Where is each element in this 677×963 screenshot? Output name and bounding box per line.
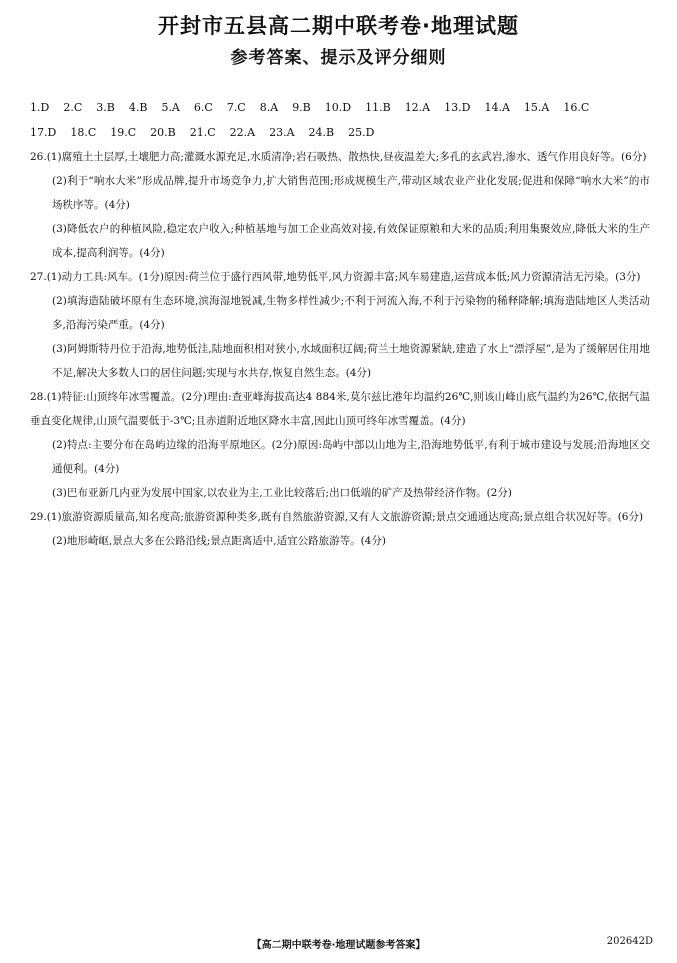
question-part <box>30 145 650 169</box>
question-part <box>30 505 650 529</box>
answer-text: (1)旅游资源质量高,知名度高;旅游资源种类多,既有自然旅游资源,又有人文旅游资源;景点交通通达度高;景点组合状况好等。(6分) <box>46 511 644 523</box>
answer-item: 18.C <box>70 126 97 139</box>
answer-text: (3)降低农户的种植风险,稳定农户收入;种植基地与加工企业高效对接,有效保证原粮和大米的品质;利用集聚效应,降低大米的生产成本,提高利润等。(4分) <box>52 223 650 259</box>
answer-item: 1.D <box>30 101 50 114</box>
question-part <box>30 385 650 433</box>
answer-item: 6.C <box>193 101 213 114</box>
answer-item: 12.A <box>404 101 431 114</box>
answer-item: 22.A <box>229 126 256 139</box>
question-part <box>30 433 650 481</box>
answer-item: 15.A <box>523 101 550 114</box>
answer-text: (1)特征:山顶终年冰雪覆盖。(2分)理由:查亚峰海拔高达4 884米,莫尔兹比港年均温约26℃,则该山峰山底气温约为26℃,依据气温垂直变化规律,山顶气温要低于-3℃;且赤道附近地区降水丰富,因此山顶可终年冰雪覆盖。(4分) <box>30 391 650 427</box>
page-footer <box>0 936 677 952</box>
question-part <box>30 169 650 217</box>
answer-item: 8.A <box>259 101 279 114</box>
answer-text: (1)动力工具:风车。(1分)原因:荷兰位于盛行西风带,地势低平,风力资源丰富;风车易建造,运营成本低;风力资源清洁无污染。(3分) <box>46 271 641 283</box>
question-part <box>30 289 650 337</box>
question-number: 26. <box>30 151 47 163</box>
answer-item: 13.D <box>444 101 471 114</box>
answer-item: 9.B <box>292 101 311 114</box>
question-part <box>30 337 650 385</box>
free-response-answers <box>30 145 650 553</box>
answer-item: 4.B <box>128 101 148 114</box>
answer-item: 19.C <box>110 126 137 139</box>
answer-text: (1)腐殖土土层厚,土壤肥力高;灌溉水源充足,水质清净;岩石吸热、散热快,昼夜温差大;多孔的玄武岩,渗水、透气作用良好等。(6分) <box>46 151 647 163</box>
answer-item: 21.C <box>189 126 216 139</box>
answer-text: (2)利于“响水大米”形成品牌,提升市场竞争力,扩大销售范围;形成规模生产,带动区域农业产业化发展;促进和保障“响水大米”的市场秩序等。(4分) <box>52 175 650 211</box>
question-number: 28. <box>30 391 47 403</box>
question-part <box>30 217 650 265</box>
question-number: 27. <box>30 271 47 283</box>
answer-item: 17.D <box>30 126 57 139</box>
answer-item: 11.B <box>365 101 391 114</box>
page-title: 开封市五县高二期中联考卷·地理试题 <box>158 14 519 38</box>
question-number: 29. <box>30 511 47 523</box>
footer-title: 【高二期中联考卷·地理试题参考答案】 <box>251 940 426 951</box>
answer-item: 3.B <box>96 101 115 114</box>
answer-item: 23.A <box>269 126 295 139</box>
answers-row-1 <box>30 95 650 120</box>
question-part <box>30 529 650 553</box>
answer-item: 24.B <box>308 126 335 139</box>
answer-item: 16.C <box>563 101 590 114</box>
question-part <box>30 265 650 289</box>
answer-item: 20.B <box>150 126 176 139</box>
answer-text: (3)巴布亚新几内亚为发展中国家,以农业为主,工业比较落后;出口低端的矿产及热带经济作物。(2分) <box>52 487 512 499</box>
answer-item: 2.C <box>63 101 83 114</box>
answer-item: 7.C <box>226 101 246 114</box>
answer-item: 25.D <box>348 126 375 139</box>
footer-code: 202642D <box>606 936 653 947</box>
question-part <box>30 481 650 505</box>
answers-row-2 <box>30 120 650 145</box>
multiple-choice-answers <box>30 95 650 145</box>
answer-text: (2)填海造陆破坏原有生态环境,滨海湿地锐减,生物多样性减少;不利于河流入海,不利于污染物的稀释降解;填海造陆地区人类活动多,沿海污染严重。(4分) <box>52 295 650 331</box>
answer-text: (2)地形崎岖,景点大多在公路沿线;景点距离适中,适宜公路旅游等。(4分) <box>52 535 386 547</box>
answer-item: 14.A <box>484 101 510 114</box>
answer-text: (3)阿姆斯特丹位于沿海,地势低洼,陆地面积相对狭小,水域面积辽阔;荷兰土地资源紧缺,建造了水上“漂浮屋”,是为了缓解居住用地不足,解决大多数人口的居住问题;实现与水共存,恢复自然生态。(4分) <box>52 343 650 379</box>
page-subtitle: 参考答案、提示及评分细则 <box>230 48 447 68</box>
answer-item: 10.D <box>324 101 352 114</box>
answer-text: (2)特点:主要分布在岛屿边缘的沿海平原地区。(2分)原因:岛屿中部以山地为主,沿海地势低平,有利于城市建设与发展;沿海地区交通便利。(4分) <box>52 439 650 475</box>
answer-item: 5.A <box>161 101 180 114</box>
